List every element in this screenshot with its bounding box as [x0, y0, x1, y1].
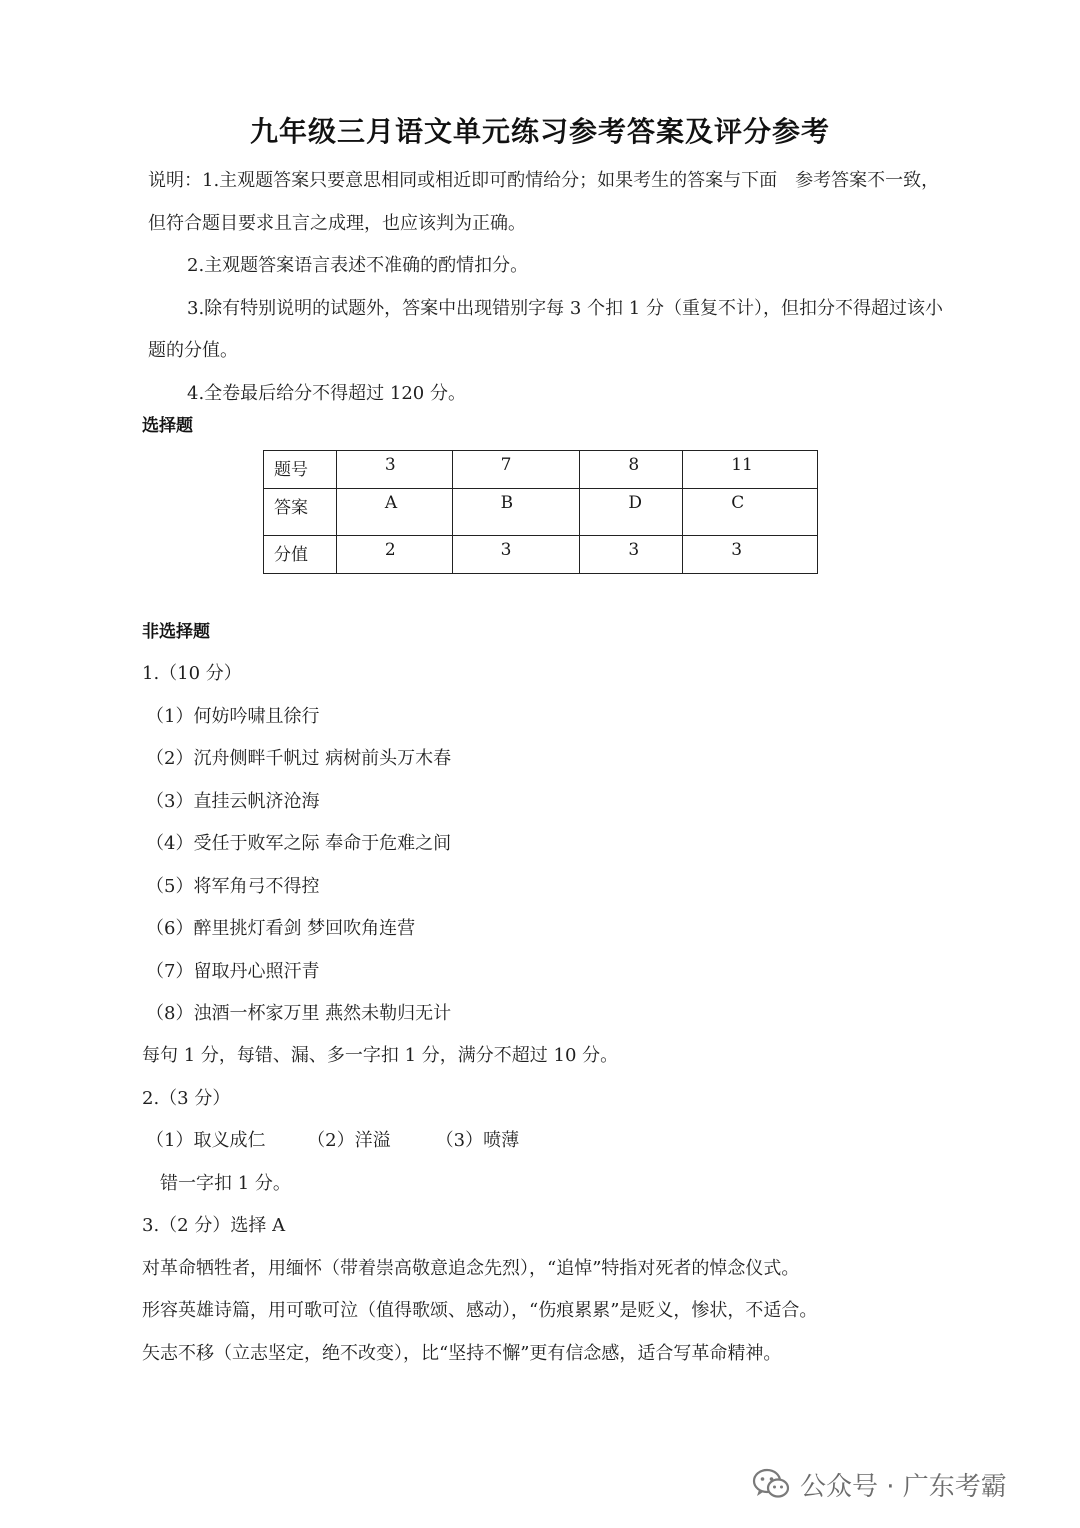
watermark [752, 1462, 1007, 1506]
page-title: 九年级三月语文单元练习参考答案及评分参考 [249, 115, 830, 148]
answer-cell: C [683, 489, 818, 536]
q2-header: 2.（3 分） [142, 1088, 231, 1109]
q1-header: 1.（10 分） [142, 663, 242, 684]
note-3-line-1: 3.除有特别说明的试题外，答案中出现错别字每 3 个扣 1 分（重复不计），但扣分不得超过该小 [187, 298, 943, 319]
note-1-line-2: 但符合题目要求且言之成理，也应该判为正确。 [148, 213, 526, 234]
q3-explanation: 对革命牺牲者，用缅怀（带着崇高敬意追念先烈），“追悼”特指对死者的悼念仪式。 [142, 1258, 800, 1279]
question-number: 7 [452, 451, 580, 489]
non-mc-heading: 非选择题 [142, 622, 210, 642]
q1-item: （6）醉里挑灯看剑 梦回吹角连营 [146, 918, 416, 939]
q2-answers: （1）取义成仁 （2）洋溢 （3）喷薄 [146, 1130, 520, 1151]
q1-item: （3）直挂云帆济沧海 [146, 791, 320, 812]
q1-item: （4）受任于败军之际 奉命于危难之间 [146, 833, 452, 854]
table-row-scores [264, 536, 818, 574]
question-number: 11 [683, 451, 818, 489]
q1-item: （5）将军角弓不得控 [146, 876, 320, 897]
question-number: 8 [580, 451, 683, 489]
q1-item: （1）何妨吟啸且徐行 [146, 706, 320, 727]
watermark-text: 公众号 · 广东考霸 [800, 1471, 1007, 1502]
row-label: 答案 [264, 489, 337, 536]
q1-item: （2）沉舟侧畔千帆过 病树前头万木春 [146, 748, 452, 769]
q3-explanation: 矢志不移（立志坚定，绝不改变），比“坚持不懈”更有信念感，适合写革命精神。 [142, 1343, 782, 1364]
wechat-icon [752, 1467, 790, 1501]
answer-cell: B [452, 489, 580, 536]
mc-answer-table [263, 450, 818, 574]
q3-header: 3.（2 分）选择 A [142, 1215, 286, 1236]
q3-explanation: 形容英雄诗篇，用可歌可泣（值得歌颂、感动），“伤痕累累”是贬义，惨状，不适合。 [142, 1300, 818, 1321]
score-cell: 3 [580, 536, 683, 574]
table-row-question-numbers [264, 451, 818, 489]
answer-cell: A [336, 489, 452, 536]
table-row-answers [264, 489, 818, 536]
q1-rule: 每句 1 分，每错、漏、多一字扣 1 分，满分不超过 10 分。 [142, 1045, 619, 1066]
mc-heading: 选择题 [142, 416, 193, 436]
note-4: 4.全卷最后给分不得超过 120 分。 [187, 383, 466, 404]
q1-item: （8）浊酒一杯家万里 燕然未勒归无计 [146, 1003, 452, 1024]
note-1-line-1: 说明：1.主观题答案只要意思相同或相近即可酌情给分；如果考生的答案与下面 参考答案不一致， [148, 170, 940, 191]
note-3-line-2: 题的分值。 [148, 340, 238, 361]
score-cell: 2 [336, 536, 452, 574]
answer-cell: D [580, 489, 683, 536]
row-label: 分值 [264, 536, 337, 574]
score-cell: 3 [683, 536, 818, 574]
q2-rule: 错一字扣 1 分。 [160, 1173, 291, 1194]
row-label: 题号 [264, 451, 337, 489]
score-cell: 3 [452, 536, 580, 574]
question-number: 3 [336, 451, 452, 489]
note-2: 2.主观题答案语言表述不准确的酌情扣分。 [187, 255, 529, 276]
q1-item: （7）留取丹心照汗青 [146, 961, 320, 982]
